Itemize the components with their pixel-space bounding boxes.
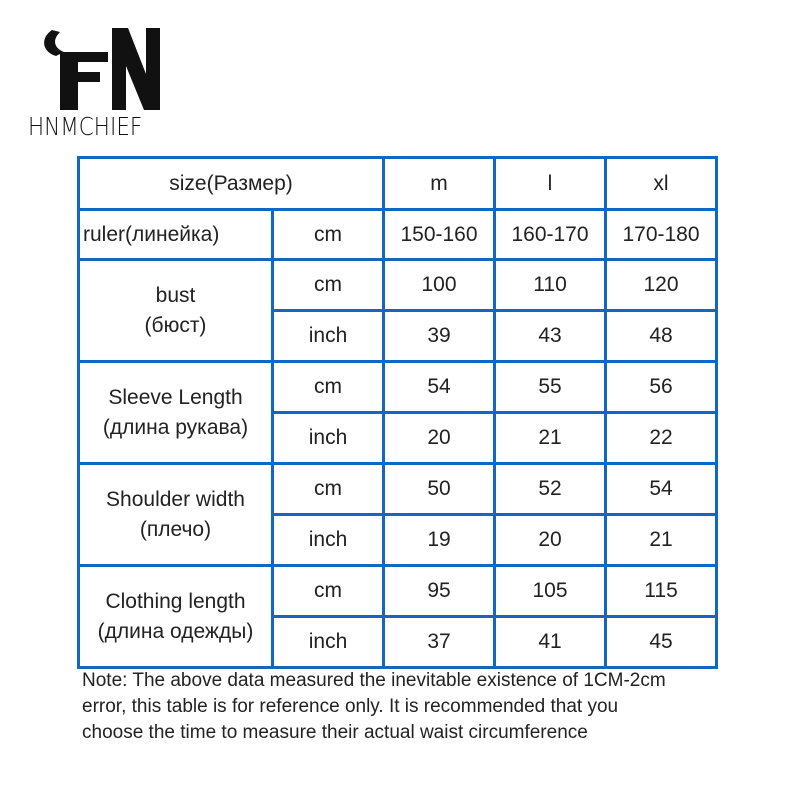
table-cell: 22 xyxy=(606,413,717,464)
size-l-header: l xyxy=(495,158,606,210)
table-cell: 54 xyxy=(606,464,717,515)
measurement-label-clothing xyxy=(79,566,273,668)
unit-cell: inch xyxy=(273,617,384,668)
table-cell: 39 xyxy=(384,311,495,362)
measurement-name: Sleeve Length xyxy=(108,385,243,409)
note-line: choose the time to measure their actual waist circumference xyxy=(82,722,588,743)
measurement-label-sleeve xyxy=(79,362,273,464)
size-header-cell: size(Размер) xyxy=(79,158,384,210)
unit-cell: inch xyxy=(273,515,384,566)
table-cell: 43 xyxy=(495,311,606,362)
table-cell: 20 xyxy=(384,413,495,464)
measurement-name-ru: (плечо) xyxy=(139,517,212,541)
table-cell: 50 xyxy=(384,464,495,515)
measurement-name-ru: (длина одежды) xyxy=(97,619,254,643)
brand-logo xyxy=(28,22,178,142)
table-row xyxy=(79,362,717,413)
table-cell: 110 xyxy=(495,260,606,311)
table-row xyxy=(79,464,717,515)
table-cell: 56 xyxy=(606,362,717,413)
table-cell: 52 xyxy=(495,464,606,515)
table-cell: 54 xyxy=(384,362,495,413)
unit-cell: cm xyxy=(273,260,384,311)
table-row xyxy=(79,260,717,311)
table-cell: 21 xyxy=(495,413,606,464)
measurement-name-ru: (бюст) xyxy=(144,313,207,337)
measurement-label-shoulder xyxy=(79,464,273,566)
table-cell: 21 xyxy=(606,515,717,566)
table-cell: 19 xyxy=(384,515,495,566)
unit-cell: cm xyxy=(273,464,384,515)
table-cell: 170-180 xyxy=(606,210,717,260)
table-row xyxy=(79,566,717,617)
ruler-unit: cm xyxy=(273,210,384,260)
size-xl-header: xl xyxy=(606,158,717,210)
table-cell: 41 xyxy=(495,617,606,668)
table-cell: 100 xyxy=(384,260,495,311)
table-cell: 150-160 xyxy=(384,210,495,260)
table-cell: 160-170 xyxy=(495,210,606,260)
table-cell: 95 xyxy=(384,566,495,617)
measurement-name-ru: (длина рукава) xyxy=(102,415,249,439)
size-chart-table xyxy=(77,156,718,669)
ruler-row xyxy=(79,210,717,260)
table-header-row xyxy=(79,158,717,210)
measurement-note xyxy=(82,668,722,746)
unit-cell: inch xyxy=(273,413,384,464)
measurement-name: bust xyxy=(155,283,196,307)
table-cell: 48 xyxy=(606,311,717,362)
ruler-label: ruler(линейка) xyxy=(79,210,273,260)
brand-logo-icon xyxy=(38,22,168,114)
note-line: Note: The above data measured the inevitable existence of 1CM-2cm xyxy=(82,670,666,691)
table-cell: 105 xyxy=(495,566,606,617)
unit-cell: cm xyxy=(273,566,384,617)
size-m-header: m xyxy=(384,158,495,210)
note-line: error, this table is for reference only. It is recommended that you xyxy=(82,696,619,717)
unit-cell: cm xyxy=(273,362,384,413)
table-cell: 55 xyxy=(495,362,606,413)
table-cell: 115 xyxy=(606,566,717,617)
table-cell: 120 xyxy=(606,260,717,311)
unit-cell: inch xyxy=(273,311,384,362)
brand-name: HNMCHIEF xyxy=(28,112,143,141)
table-cell: 20 xyxy=(495,515,606,566)
measurement-name: Shoulder width xyxy=(106,487,245,511)
table-cell: 45 xyxy=(606,617,717,668)
measurement-label-bust xyxy=(79,260,273,362)
measurement-name: Clothing length xyxy=(105,589,246,613)
table-cell: 37 xyxy=(384,617,495,668)
